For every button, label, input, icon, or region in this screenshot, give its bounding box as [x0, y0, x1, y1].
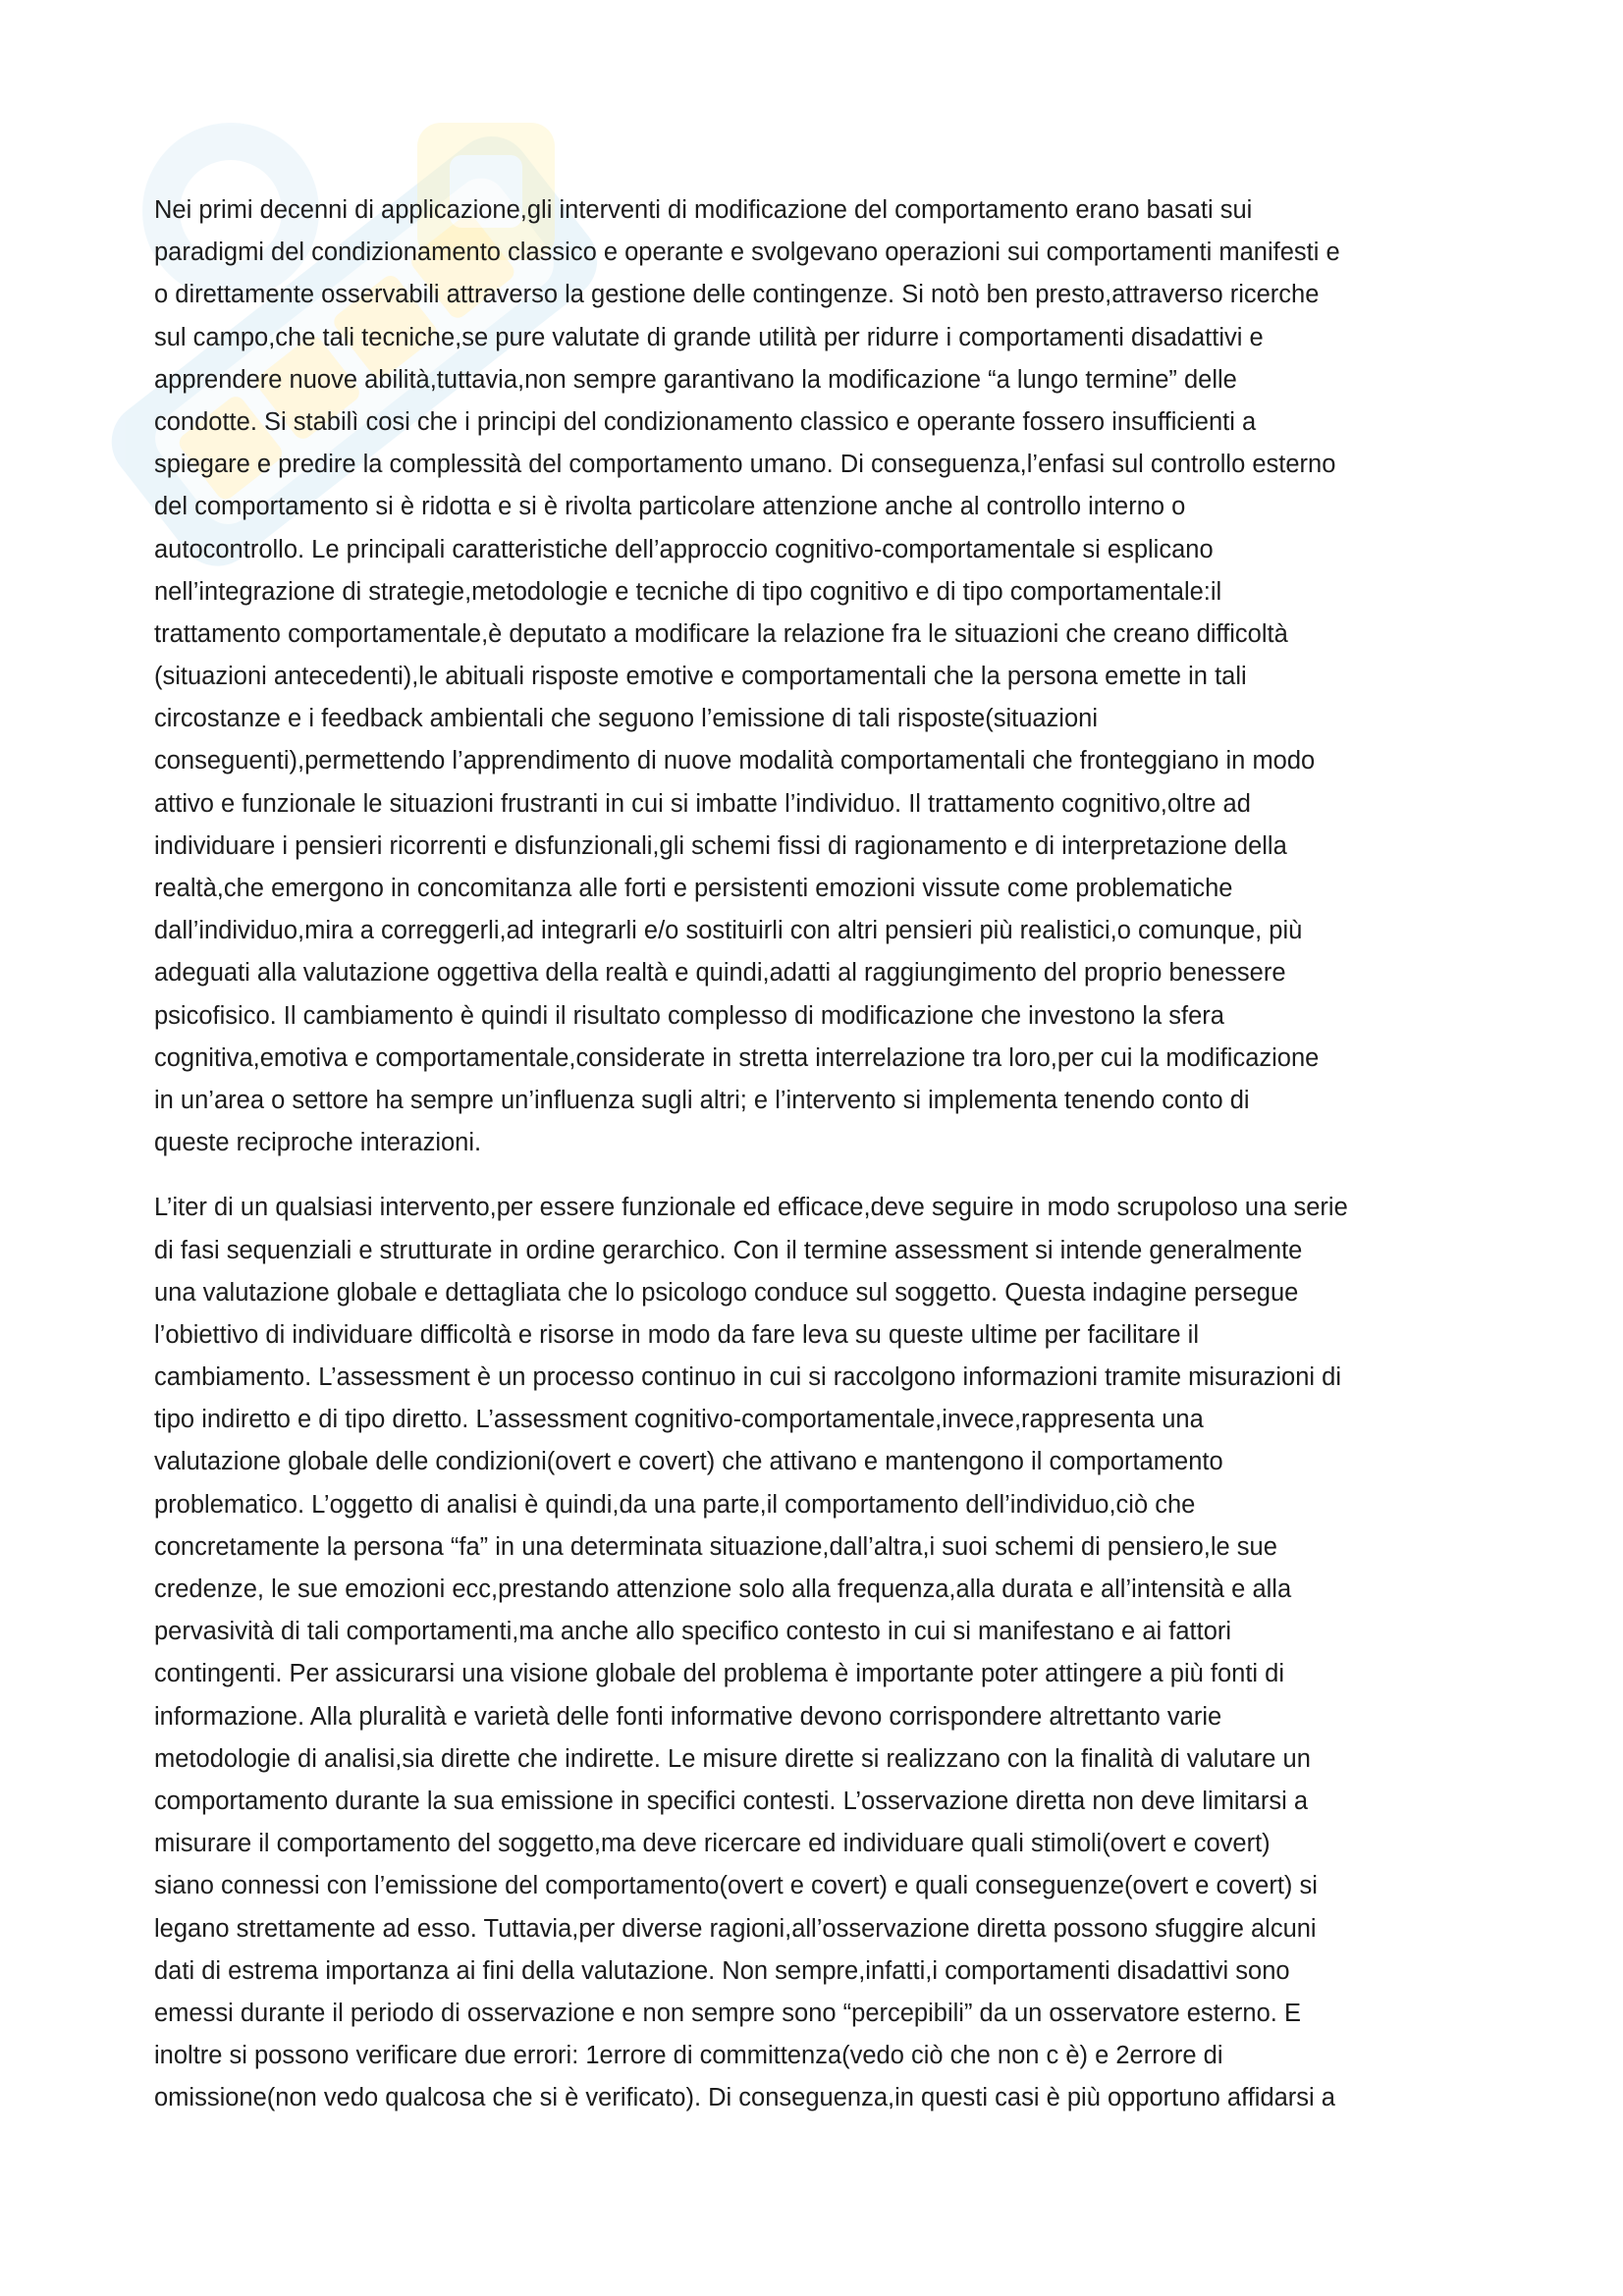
paragraph-line: del comportamento si è ridotta e si è rivolta particolare attenzione anche al controllo interno o	[154, 493, 1186, 521]
paragraph-line: cambiamento. L’assessment è un processo continuo in cui si raccolgono informazioni tramite misurazioni di	[154, 1363, 1341, 1392]
paragraph-line: attivo e funzionale le situazioni frustranti in cui si imbatte l’individuo. Il trattamento cognitivo,oltre ad	[154, 789, 1251, 818]
paragraph-line: problematico. L’oggetto di analisi è quindi,da una parte,il comportamento dell’individuo,ciò che	[154, 1490, 1196, 1519]
paragraph-line: pervasività di tali comportamenti,ma anche allo specifico contesto in cui si manifestano e ai fattori	[154, 1618, 1232, 1646]
paragraph-line: cognitiva,emotiva e comportamentale,considerate in stretta interrelazione tra loro,per cui la modificazione	[154, 1043, 1320, 1072]
paragraph-line: apprendere nuove abilità,tuttavia,non sempre garantivano la modificazione “a lungo termine” delle	[154, 365, 1237, 394]
paragraph-line: di fasi sequenziali e strutturate in ordine gerarchico. Con il termine assessment si intende generalmente	[154, 1236, 1303, 1264]
paragraph-line: legano strettamente ad esso. Tuttavia,per diverse ragioni,all’osservazione diretta possono sfuggire alcuni	[154, 1914, 1317, 1943]
paragraph-line: paradigmi del condizionamento classico e operante e svolgevano operazioni sui comportamenti manifesti e	[154, 239, 1340, 267]
paragraph-line: emessi durante il periodo di osservazione e non sempre sono “percepibili” da un osservatore esterno. E	[154, 1999, 1301, 2027]
paragraph-line: informazione. Alla pluralità e varietà delle fonti informative devono corrispondere altrettanto varie	[154, 1702, 1222, 1731]
paragraph-line: nell’integrazione di strategie,metodologie e tecniche di tipo cognitivo e di tipo comportamentale:il	[154, 577, 1222, 606]
paragraph-line: metodologie di analisi,sia dirette che indirette. Le misure dirette si realizzano con la finalità di valutare un	[154, 1744, 1311, 1773]
paragraph-line: Nei primi decenni di applicazione,gli interventi di modificazione del comportamento erano basati sui	[154, 196, 1253, 224]
paragraph-line: L’iter di un qualsiasi intervento,per essere funzionale ed efficace,deve seguire in modo scrupoloso una serie	[154, 1194, 1348, 1222]
paragraph-line: adeguati alla valutazione oggettiva della realtà e quindi,adatti al raggiungimento del proprio benessere	[154, 959, 1286, 988]
paragraph-line: omissione(non vedo qualcosa che si è verificato). Di conseguenza,in questi casi è più opportuno affidarsi a	[154, 2084, 1335, 2112]
paragraph-line: queste reciproche interazioni.	[154, 1129, 482, 1157]
paragraph-line: (situazioni antecedenti),le abituali risposte emotive e comportamentali che la persona emette in tali	[154, 663, 1247, 691]
paragraph-line: sul campo,che tali tecniche,se pure valutate di grande utilità per ridurre i comportamenti disadattivi e	[154, 323, 1264, 351]
paragraph-line: circostanze e i feedback ambientali che seguono l’emissione di tali risposte(situazioni	[154, 705, 1099, 733]
paragraph-line: contingenti. Per assicurarsi una visione globale del problema è importante poter attingere a più fonti di	[154, 1660, 1285, 1688]
paragraph-line: spiegare e predire la complessità del comportamento umano. Di conseguenza,l’enfasi sul controllo esterno	[154, 451, 1336, 479]
paragraph-line: l’obiettivo di individuare difficoltà e risorse in modo da fare leva su queste ultime per facilitare il	[154, 1320, 1199, 1349]
paragraph-line: o direttamente osservabili attraverso la gestione delle contingenze. Si notò ben presto,attraverso ricerche	[154, 281, 1320, 309]
paragraph-line: valutazione globale delle condizioni(overt e covert) che attivano e mantengono il comportamento	[154, 1448, 1223, 1476]
paragraph-line: trattamento comportamentale,è deputato a modificare la relazione fra le situazioni che creano difficoltà	[154, 619, 1288, 648]
paragraph-line: psicofisico. Il cambiamento è quindi il risultato complesso di modificazione che investono la sfera	[154, 1001, 1224, 1030]
document-body	[154, 189, 1470, 2119]
paragraph-line: inoltre si possono verificare due errori: 1errore di committenza(vedo ciò che non c è) e 2errore di	[154, 2042, 1223, 2070]
paragraph-line: misurare il comportamento del soggetto,ma deve ricercare ed individuare quali stimoli(overt e covert)	[154, 1830, 1271, 1858]
paragraph-line: autocontrollo. Le principali caratteristiche dell’approccio cognitivo-comportamentale si esplicano	[154, 535, 1214, 563]
paragraph-line: una valutazione globale e dettagliata che lo psicologo conduce sul soggetto. Questa indagine persegue	[154, 1278, 1299, 1307]
paragraph	[154, 1187, 1470, 2119]
paragraph-line: dall’individuo,mira a correggerli,ad integrarli e/o sostituirli con altri pensieri più realistici,o comunque, più	[154, 917, 1303, 945]
paragraph-line: conseguenti),permettendo l’apprendimento di nuove modalità comportamentali che fronteggiano in modo	[154, 747, 1316, 775]
paragraph-line: concretamente la persona “fa” in una determinata situazione,dall’altra,i suoi schemi di pensiero,le sue	[154, 1532, 1277, 1561]
paragraph-line: dati di estrema importanza ai fini della valutazione. Non sempre,infatti,i comportamenti disadattivi sono	[154, 1956, 1290, 1985]
paragraph-gap	[154, 1164, 1470, 1187]
paragraph-line: siano connessi con l’emissione del comportamento(overt e covert) e quali conseguenze(overt e covert) si	[154, 1872, 1318, 1900]
paragraph-line: tipo indiretto e di tipo diretto. L’assessment cognitivo-comportamentale,invece,rappresenta una	[154, 1406, 1204, 1434]
paragraph-line: realtà,che emergono in concomitanza alle forti e persistenti emozioni vissute come problematiche	[154, 875, 1233, 902]
paragraph-line: comportamento durante la sua emissione in specifici contesti. L’osservazione diretta non deve limitarsi a	[154, 1787, 1309, 1815]
paragraph-line: condotte. Si stabilì cosi che i principi del condizionamento classico e operante fossero insufficienti a	[154, 407, 1257, 436]
paragraph-line: credenze, le sue emozioni ecc,prestando attenzione solo alla frequenza,alla durata e all’intensità e alla	[154, 1575, 1292, 1603]
paragraph-line: individuare i pensieri ricorrenti e disfunzionali,gli schemi fissi di ragionamento e di interpretazione della	[154, 831, 1287, 860]
paragraph	[154, 189, 1470, 1164]
paragraph-line: in un’area o settore ha sempre un’influenza sugli altri; e l’intervento si implementa tenendo conto di	[154, 1086, 1250, 1114]
